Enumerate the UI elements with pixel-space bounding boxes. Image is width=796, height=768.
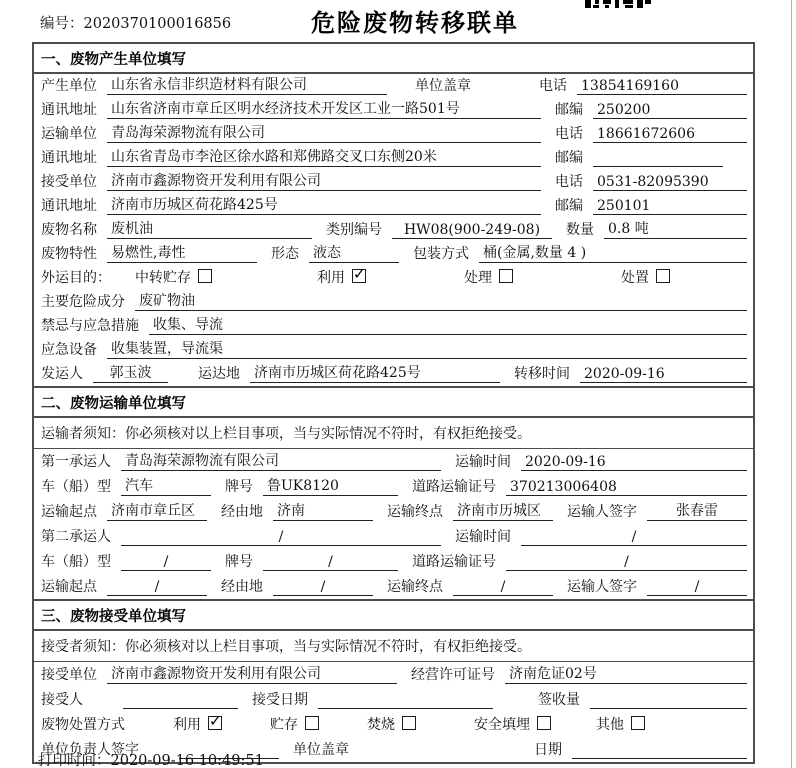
via1-value: 济南 xyxy=(273,500,373,521)
sign2-value: / xyxy=(647,579,747,596)
checkbox-icon xyxy=(631,716,645,730)
terminal1-value: 济南市历城区 xyxy=(453,500,553,521)
checkbox-label: 焚烧 xyxy=(367,717,395,733)
carrier1-label: 第一承运人 xyxy=(41,454,111,470)
receiver-address-row xyxy=(34,194,753,218)
vehicle-type-label: 车（船）型 xyxy=(41,479,111,495)
destination-value: 济南市历城区荷花路425号 xyxy=(250,362,500,383)
packing-label: 包装方式 xyxy=(413,246,469,262)
transporter-notice-row xyxy=(34,418,753,449)
postcode-label: 邮编 xyxy=(555,150,583,166)
transport-time-label: 运输时间 xyxy=(455,529,511,545)
checkbox-label: 其他 xyxy=(596,717,624,733)
character-label: 废物特性 xyxy=(41,246,97,262)
origin2-value: / xyxy=(107,579,207,596)
disposal-option-utilize xyxy=(173,714,222,734)
terminal-label: 运输终点 xyxy=(387,504,443,520)
via2-value: / xyxy=(273,579,373,596)
category-value: HW08(900-249-08) xyxy=(392,222,552,239)
disposal-option-other xyxy=(596,714,645,734)
destination-label: 运达地 xyxy=(198,366,240,382)
seal-label: 单位盖章 xyxy=(415,78,471,94)
producer-label: 产生单位 xyxy=(41,78,97,94)
hazard-value: 废矿物油 xyxy=(135,290,747,311)
address-label: 通讯地址 xyxy=(41,198,97,214)
origin-label: 运输起点 xyxy=(41,579,97,595)
shipper-row xyxy=(34,362,753,386)
purpose-option-transfer-storage xyxy=(135,267,212,287)
section3-header: 三、废物接受单位填写 xyxy=(34,599,753,631)
equipment-row xyxy=(34,338,753,362)
section2-header: 二、废物运输单位填写 xyxy=(34,386,753,418)
checkbox-label: 利用 xyxy=(173,717,201,733)
receiving-unit-row xyxy=(34,662,753,687)
disposal-option-storage xyxy=(270,714,319,734)
phone-label: 电话 xyxy=(555,174,583,190)
waste-character-row xyxy=(34,242,753,266)
document-header xyxy=(0,0,796,42)
permit2-value: / xyxy=(506,554,747,571)
section1-header: 一、废物产生单位填写 xyxy=(34,44,753,74)
address-label: 通讯地址 xyxy=(41,150,97,166)
permit1-value: 370213006408 xyxy=(506,479,747,496)
sign1-value: 张春雷 xyxy=(647,500,747,521)
category-label: 类别编号 xyxy=(326,222,382,238)
page-edge-divider xyxy=(791,0,792,768)
license-value: 济南危证02号 xyxy=(505,663,747,684)
receiver-person-row xyxy=(34,687,753,712)
transporter-sign-label: 运输人签字 xyxy=(567,504,637,520)
terminal2-value: / xyxy=(453,579,553,596)
serial-value: 2020370100016856 xyxy=(83,16,232,32)
producer-address-value: 山东省济南市章丘区明水经济技术开发区工业一路501号 xyxy=(107,98,541,119)
postcode-label: 邮编 xyxy=(555,198,583,214)
producer-address-row xyxy=(34,98,753,122)
purpose-option-dispose xyxy=(621,267,670,287)
purpose-row xyxy=(34,266,753,290)
plate-label: 牌号 xyxy=(225,479,253,495)
receiver-value: 济南市鑫源物资开发利用有限公司 xyxy=(107,170,541,191)
equipment-value: 收集装置，导流渠 xyxy=(107,338,747,359)
form-label: 形态 xyxy=(271,246,299,262)
vehicle1-row xyxy=(34,474,753,499)
checkbox-icon xyxy=(499,269,513,283)
receiver-person-label: 接受人 xyxy=(41,692,83,708)
checkbox-label: 处置 xyxy=(621,270,649,286)
plate2-value: / xyxy=(263,554,398,571)
vehicle2-row xyxy=(34,549,753,574)
disposal-option-landfill xyxy=(474,714,551,734)
plate-label: 牌号 xyxy=(225,554,253,570)
taboo-value: 收集、导流 xyxy=(149,314,747,335)
print-time-value: 2020-09-16 10:49:51 xyxy=(110,753,264,768)
date-label: 日期 xyxy=(534,742,562,758)
address-label: 通讯地址 xyxy=(41,102,97,118)
checkbox-icon xyxy=(402,716,416,730)
quantity-value: 0.8 吨 xyxy=(604,218,747,239)
via-label: 经由地 xyxy=(221,579,263,595)
checkbox-icon xyxy=(198,269,212,283)
transport-time-label: 运输时间 xyxy=(455,454,511,470)
equipment-label: 应急设备 xyxy=(41,342,97,358)
transfer-time-label: 转移时间 xyxy=(514,366,570,382)
producer-postcode-value: 250200 xyxy=(593,102,747,119)
transporter-address-value: 山东省青岛市李沧区徐水路和郑佛路交叉口东侧20米 xyxy=(107,146,541,167)
receiver-postcode-value: 250101 xyxy=(593,198,747,215)
phone-label: 电话 xyxy=(539,78,567,94)
vehicle1-value: 汽车 xyxy=(121,475,211,496)
transfer-form xyxy=(32,42,755,764)
carrier2-label: 第二承运人 xyxy=(41,529,111,545)
responsible-sign-label: 单位负责人签字 xyxy=(41,742,139,758)
transporter-postcode-value xyxy=(593,150,723,167)
shipper-label: 发运人 xyxy=(41,366,83,382)
print-time xyxy=(38,749,264,768)
producer-value: 山东省永信非织造材料有限公司 xyxy=(107,74,387,95)
route2-row xyxy=(34,574,753,599)
origin-label: 运输起点 xyxy=(41,504,97,520)
receiving-unit-value: 济南市鑫源物资开发利用有限公司 xyxy=(107,663,397,684)
shipper-value: 郭玉波 xyxy=(93,362,168,383)
checkbox-label: 处理 xyxy=(464,270,492,286)
receiver-label: 接受单位 xyxy=(41,174,97,190)
disposal-method-row xyxy=(34,712,753,737)
page-title: 危险废物转移联单 xyxy=(311,10,519,37)
receive-date-value xyxy=(318,692,493,709)
qr-code-fragment xyxy=(585,0,651,9)
carrier1-value: 青岛海荣源物流有限公司 xyxy=(121,450,441,471)
checkbox-icon xyxy=(537,716,551,730)
postcode-label: 邮编 xyxy=(555,102,583,118)
disposal-method-label: 废物处置方式 xyxy=(41,717,125,733)
hazard-row xyxy=(34,290,753,314)
receive-date-label: 接受日期 xyxy=(252,692,308,708)
transporter-label: 运输单位 xyxy=(41,126,97,142)
carrier1-time-value: 2020-09-16 xyxy=(521,454,747,471)
receiving-unit-label: 接受单位 xyxy=(41,667,97,683)
signed-amount-value xyxy=(590,692,747,709)
purpose-option-utilize xyxy=(317,267,366,287)
taboo-row xyxy=(34,314,753,338)
quantity-label: 数量 xyxy=(566,222,594,238)
terminal-label: 运输终点 xyxy=(387,579,443,595)
license-label: 经营许可证号 xyxy=(411,667,495,683)
receiver-person-value xyxy=(123,692,238,709)
receiver-notice-row xyxy=(34,631,753,662)
print-time-label: 打印时间： xyxy=(38,753,111,768)
producer-phone-value: 13854169160 xyxy=(577,78,747,95)
transporter-phone-value: 18661672606 xyxy=(593,126,747,143)
vehicle2-value: / xyxy=(121,554,211,571)
carrier2-value: / xyxy=(121,529,441,546)
via-label: 经由地 xyxy=(221,504,263,520)
disposal-option-incinerate xyxy=(367,714,416,734)
checkbox-label: 中转贮存 xyxy=(135,270,191,286)
route1-row xyxy=(34,499,753,524)
origin1-value: 济南市章丘区 xyxy=(107,500,207,521)
receiver-row xyxy=(34,170,753,194)
receiver-phone-value: 0531-82095390 xyxy=(593,174,747,191)
taboo-label: 禁忌与应急措施 xyxy=(41,318,139,334)
checkbox-icon xyxy=(305,716,319,730)
date-value xyxy=(572,742,747,759)
signed-amount-label: 签收量 xyxy=(538,692,580,708)
transporter-row xyxy=(34,122,753,146)
road-permit-label: 道路运输证号 xyxy=(412,479,496,495)
plate1-value: 鲁UK8120 xyxy=(263,475,398,496)
carrier1-row xyxy=(34,449,753,474)
hazard-label: 主要危险成分 xyxy=(41,294,125,310)
waste-name-label: 废物名称 xyxy=(41,222,97,238)
checkbox-icon xyxy=(352,269,366,283)
transporter-address-row xyxy=(34,146,753,170)
producer-row xyxy=(34,74,753,98)
checkbox-icon xyxy=(656,269,670,283)
unit-seal-label: 单位盖章 xyxy=(293,742,349,758)
waste-name-value: 废机油 xyxy=(107,218,312,239)
character-value: 易燃性,毒性 xyxy=(107,242,257,263)
waste-name-row xyxy=(34,218,753,242)
carrier2-time-value: / xyxy=(521,529,747,546)
checkbox-label: 利用 xyxy=(317,270,345,286)
purpose-label: 外运目的： xyxy=(41,270,111,286)
receiver-notice: 接受者须知：你必须核对以上栏目事项，当与实际情况不符时，有权拒绝接受。 xyxy=(41,639,531,655)
checkbox-icon xyxy=(208,716,222,730)
transporter-value: 青岛海荣源物流有限公司 xyxy=(107,122,541,143)
checkbox-label: 贮存 xyxy=(270,717,298,733)
purpose-option-treat xyxy=(464,267,513,287)
transporter-sign-label: 运输人签字 xyxy=(567,579,637,595)
serial-label: 编号： xyxy=(40,16,84,32)
packing-value: 桶(金属,数量 4 ) xyxy=(479,242,747,263)
checkbox-label: 安全填埋 xyxy=(474,717,530,733)
vehicle-type-label: 车（船）型 xyxy=(41,554,111,570)
transporter-notice: 运输者须知：你必须核对以上栏目事项，当与实际情况不符时，有权拒绝接受。 xyxy=(41,426,531,442)
form-value: 液态 xyxy=(309,242,399,263)
road-permit-label: 道路运输证号 xyxy=(412,554,496,570)
transfer-time-value: 2020-09-16 xyxy=(580,366,747,383)
receiver-address-value: 济南市历城区荷花路425号 xyxy=(107,194,541,215)
carrier2-row xyxy=(34,524,753,549)
phone-label: 电话 xyxy=(555,126,583,142)
